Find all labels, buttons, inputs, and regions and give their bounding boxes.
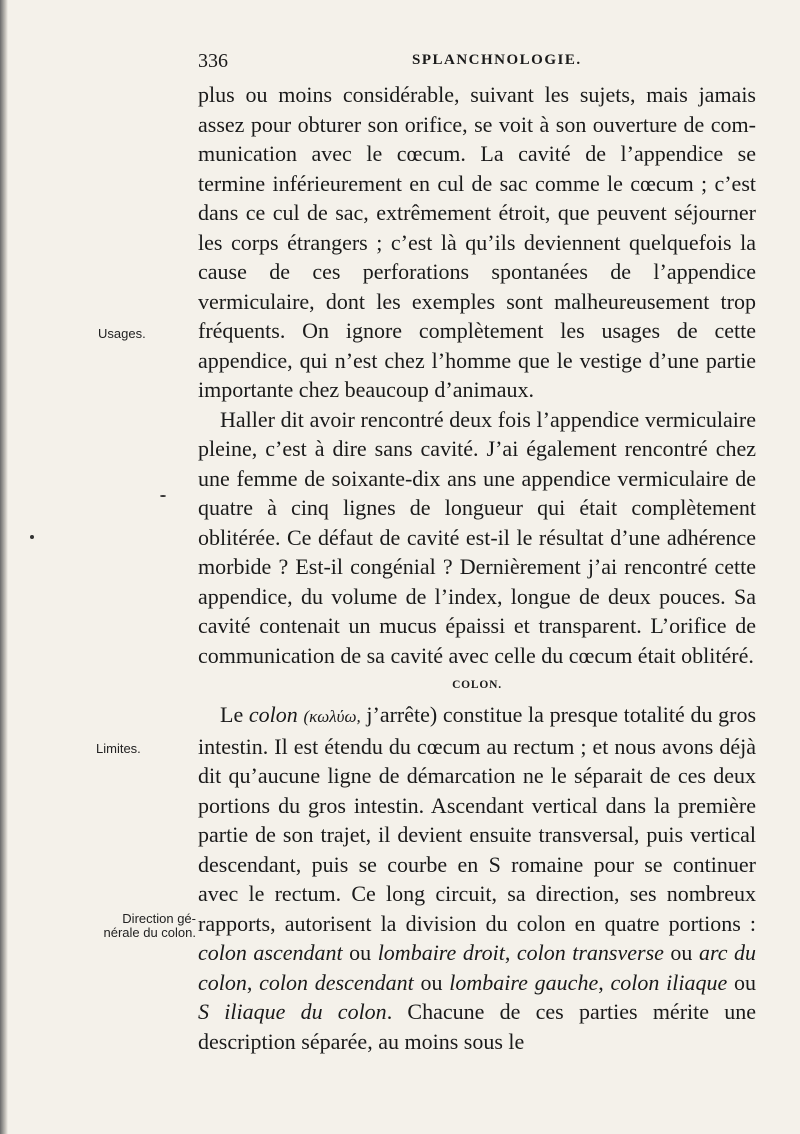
section-heading-colon: COLON. [452, 679, 502, 691]
page-number: 336 [198, 50, 228, 72]
sep-ou-3: ou [413, 969, 450, 995]
term-colon-transverse: colon transverse [516, 940, 664, 965]
term-colon-descendant: colon descendant [259, 969, 414, 995]
ink-speck [160, 495, 166, 497]
term-colon-ascendant: colon ascendant [198, 940, 343, 965]
colon-text-main: j’arrête) constitue la presque totalité du gros intestin. Il est étendu du cœcum au rectum ; et nous avons déjà dit qu’aucune ligne de démarcation ne le séparait de ces deux portions du gros intestin. Ascendant vertical dans la première partie de son trajet, il devient ensuite transversal, puis vertical descendant, puis se courbe en S romaine pour se continuer avec le rectum. Ce long circuit, sa direction, ses nombreux rapports, autorisent la division du colon en quatre portions : [198, 702, 757, 936]
term-lombaire-gauche: lombaire gauche [449, 969, 599, 995]
sep-comma-2: , [246, 969, 260, 995]
sep-ou-1: ou [342, 940, 378, 965]
margin-note-direction-line1: Direction gé- [122, 911, 196, 926]
sep-ou-2: ou [663, 940, 699, 965]
paragraph-colon [198, 700, 756, 1056]
margin-note-direction-line2: nérale du colon. [103, 925, 196, 940]
sep-ou-4: ou [727, 969, 756, 995]
colon-term-italic: colon [248, 702, 298, 727]
greek-etymology: (κωλύω, [303, 707, 361, 726]
margin-note-usages: Usages. [98, 326, 146, 341]
term-s-iliaque: S iliaque du colon [198, 999, 387, 1024]
page-edge-shadow [0, 0, 8, 1134]
page-header [198, 50, 758, 76]
paragraph-haller: Haller dit avoir rencontré deux fois l’appendice vermiculaire pleine, c’est à dire sans cavité. J’ai également rencontré chez une femme de soixante-dix ans une appendice vermiculaire de quatre à cinq lignes de longueur qui était complètement oblitérée. Ce défaut de cavité est-il le résultat d’une adhérence morbide ? Est-il congénial ? Dernièrement j’ai rencontré cette appendice, du volume de l’index, longue de deux pouces. Sa cavité contenait un mucus épaissi et transparent. L’orifice de communication de sa cavité avec celle du cœcum était oblitéré. [198, 406, 756, 668]
body-text [198, 80, 756, 1056]
sep-comma-3: , [598, 969, 611, 995]
term-arc-du-colon: arc du colon [198, 940, 757, 995]
margin-note-limites: Limites. [96, 741, 141, 756]
colon-text-start: Le [220, 702, 249, 727]
term-colon-iliaque: colon iliaque [610, 969, 728, 995]
term-lombaire-droit: lombaire droit [377, 940, 505, 965]
running-head: SPLANCHNOLOGIE. [412, 52, 582, 68]
margin-note-direction [76, 912, 196, 940]
ink-speck [30, 535, 34, 539]
sep-comma-1: , [504, 940, 517, 965]
paragraph-appendix-end: plus ou moins considérable, suivant les sujets, mais jamais assez pour obturer son orifice, se voit à son ouverture de communication avec le cœcum. La cavité de l’appendice se termine inférieurement en cul de sac comme le cœcum ; c’est dans ce cul de sac, extrêmement étroit, que peuvent séjourner les corps étrangers ; c’est là qu’ils deviennent quelquefois la cause de ces perforations spontanées de l’appendice vermiculaire, dont les exemples sont malheureusement trop fréquents. On ignore complètement les usages de cette appendice, qui n’est chez l’homme que le vestige d’une partie importante chez beaucoup d’animaux. [198, 82, 756, 402]
colon-text-end: . Chacune de ces parties mérite une description séparée, au moins sous le [198, 999, 757, 1054]
